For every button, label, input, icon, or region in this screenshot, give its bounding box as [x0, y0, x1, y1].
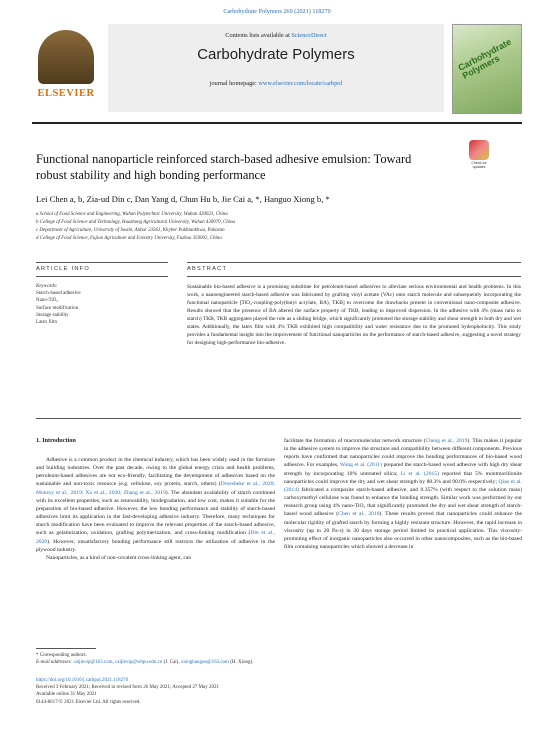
citation-link[interactable]: Li et al. (2015): [400, 470, 439, 477]
email-link[interactable]: caijievip@163.com: [73, 660, 113, 666]
cover-title: Carbohydrate Polymers: [456, 36, 513, 81]
affiliation: a School of Food Science and Engineering, Wuhan Polytechnic University, Wuhan 430023, China: [36, 212, 228, 217]
header-divider: [32, 122, 522, 124]
body-column-left: [36, 456, 275, 562]
keyword: Latex film: [36, 320, 57, 326]
section-heading-introduction: 1. Introduction: [36, 437, 76, 444]
email-link[interactable]: xionghanguo@163.com: [180, 660, 229, 666]
homepage-line: journal homepage: www.elsevier.com/locate/carbpol: [209, 80, 343, 87]
keyword: Starch-based adhesive: [36, 291, 81, 297]
affiliation: c Department of Agriculture, University of Swabi, Anbar 23561, Khyber Pakhtunkhwa, Pakistan: [36, 228, 225, 233]
abstract-heading: ABSTRACT: [187, 266, 228, 272]
publisher-name: ELSEVIER: [37, 88, 95, 99]
paragraph: Nanoparticles, as a kind of non-covalent cross-linking agent, can: [46, 554, 192, 561]
elsevier-tree-icon: [38, 30, 94, 84]
divider: [36, 262, 168, 263]
copyright: 0144-8617/© 2021 Elsevier Ltd. All rights reserved.: [36, 699, 141, 705]
check-updates-label: Check for updates: [471, 161, 487, 169]
email-link[interactable]: caijievip@whpu.edu.cn: [115, 660, 163, 666]
keyword: Surface modification: [36, 305, 79, 311]
citation-link[interactable]: Cheng et al., 2019: [425, 438, 468, 444]
divider: [187, 262, 521, 263]
affiliation: d College of Food Science, Fujian Agriculture and Forestry University, Fuzhou 350002, China: [36, 236, 222, 241]
article-title: Functional nanoparticle reinforced starch-based adhesive emulsion: Toward robust stability and high bonding performance: [36, 152, 412, 182]
divider: [187, 276, 521, 277]
citation-link[interactable]: Chen et al., 2018: [338, 511, 380, 518]
citation-link[interactable]: Qiao et al. (2014): [284, 478, 522, 493]
email-line: E-mail addresses: caijievip@163.com, caijievip@whpu.edu.cn (J. Cai), xionghanguo@163.com (H. Xiong).: [36, 660, 254, 666]
available-online: Available online 31 May 2021: [36, 692, 97, 698]
paragraph: Adhesive is a common product in the chemical industry, which has been widely used in the furniture and building industries. Over the past decade, owing to the global energy crisis and health problems, petroleum-based adhesives are not eco-friendly, facilitating the development of adhesives based on the sustainable and non-toxic resource (e.g. cellulose, soy protein, starch, others) (Droesbeke et al., 2020; Monroy et al., 2019; Xu et al., 2020; Zhang et al., 2019). The abundant availability of starch combined with its excellent properties, such as renewability, biodegradation, and low cost, makes it suitable for the preparation of bio-based adhesive. However, the low bonding performance and stability of starch-based adhesives limit its application in the fast-developing adhesive industry. Therefore, many techniques for starch modification have been evaluated to improve the relevant properties of the starch-based adhesive, such as gelatinization, oxidation, grafting polymerization, and cross-linking modification (Din et al., 2020). However, unsatisfactory bonding performance still restricts the utilization of adhesive in the plywood industry.: [36, 457, 275, 553]
doi-link[interactable]: https://doi.org/10.1016/j.carbpol.2021.118270: [36, 678, 129, 683]
citation-link[interactable]: Din et al., 2020: [36, 530, 275, 545]
keyword: Nano-TiO₂: [36, 298, 59, 304]
corresponding-note: * Corresponding authors.: [36, 653, 87, 658]
sciencedirect-link[interactable]: ScienceDirect: [291, 32, 327, 39]
author-list: Lei Chen a, b, Zia-ud Din c, Dan Yang d, Chun Hu b, Jie Cai a, *, Hanguo Xiong b, *: [36, 194, 330, 204]
journal-cover[interactable]: [452, 24, 522, 114]
citation-link[interactable]: Wang et al. (2011): [340, 462, 382, 469]
affiliation: b College of Food Science and Technology, Huazhong Agricultural University, Wuhan 430070, China: [36, 220, 236, 225]
body-column-right: [284, 437, 522, 551]
contents-line: Contents lists available at ScienceDirect: [225, 32, 327, 39]
citation-link[interactable]: Droesbeke et al., 2020; Monroy et al., 2019; Xu et al., 2020; Zhang et al., 2019: [36, 481, 275, 496]
article-info-heading: ARTICLE INFO: [36, 266, 91, 272]
divider: [36, 418, 521, 419]
publication-info: [36, 677, 516, 706]
keywords-label: Keywords:: [36, 284, 58, 289]
affiliations: [36, 211, 516, 243]
journal-masthead: [108, 24, 444, 112]
divider: [36, 276, 168, 277]
journal-header: [32, 24, 522, 118]
footnote-divider: [36, 648, 96, 649]
keyword: Storage stability: [36, 312, 69, 318]
keywords-block: [36, 283, 156, 326]
check-for-updates-button[interactable]: [466, 140, 492, 172]
journal-title: Carbohydrate Polymers: [197, 46, 355, 63]
abstract-text: Sustainable bio-based adhesive is a promising substitute for petroleum-based adhesives to alleviate serious environmental and health problems. In this work, a nanoengineered starch-based adhesive was fabricated by grafting vinyl acetate (VAc) onto starch molecule and subsequently incorporating the functional nanoparticle [TiO₂-coupling-poly(butyl acrylate, BA), TKB] to overcome the drawbacks present in conventional nano-composite adhesive. Results showed that the presence of BA altered the surface property of TKB, leading to improved dispersion. In the adhesive with 4% (mass ratio to starch) TKB, TKB aggregates played the role as a sliding bridge, which significantly promoted the storage stability and shear strength in both dry and wet states. Additionally, the latex film with 4% TKB exhibited high compatibility and water resistance due to the promoted hydrophobicity. This study provides a fundamental insight into the improvement of functional nanoparticles on the performance of starch-based adhesive, suggesting a novel strategy for designing high-performance bio-adhesive.: [187, 284, 521, 346]
received-dates: Received 3 February 2021; Received in revised form 26 May 2021; Accepted 27 May 2021: [36, 685, 220, 691]
elsevier-logo[interactable]: [32, 24, 100, 104]
paragraph: facilitate the formation of macromolecular network structure (Cheng et al., 2019). This makes it popular in the adhesive system to improve the structure and compatibility between different components. Previous reports have confirmed that nanoparticles could improve the bonding performances of bio-based wood adhesive. For examples, Wang et al. (2011) prepared the starch-based wood adhesive with high dry shear strength by incorporating 10% untreated silica; Li et al. (2015) reported that 5% montmorillonite nanoparticles could improve the dry and wet shear strength by 80.3% and 90.0% respectively; Qiao et al. (2014) fabricated a composite starch-based adhesive, and 0.357% (with respect to the solution mass) carboxymethyl cellulose was found to enhance the bonding strength. Similar work was performed by our research group using 4% nano-TiO₂ that significantly promoted the dry and wet shear strength of starch-based wood adhesive (Chen et al., 2018). These results proved that nanoparticles could enhance the molecular rigidity of grafted starch by forming a highly resistant structure. However, the rapid increase in viscosity (up to 20 Pa·s) in 30 days storage period limited its practical application. This viscosity-promoting effect of inorganic nanoparticles also occurred in other nanocomposites, such as the bio-based film containing nanoparticles which showed a decrease in: [284, 438, 523, 551]
check-updates-icon: [469, 140, 489, 160]
homepage-link[interactable]: www.elsevier.com/locate/carbpol: [258, 80, 343, 87]
footnotes: [36, 652, 516, 667]
journal-reference[interactable]: Carbohydrate Polymers 269 (2021) 118270: [223, 8, 331, 15]
